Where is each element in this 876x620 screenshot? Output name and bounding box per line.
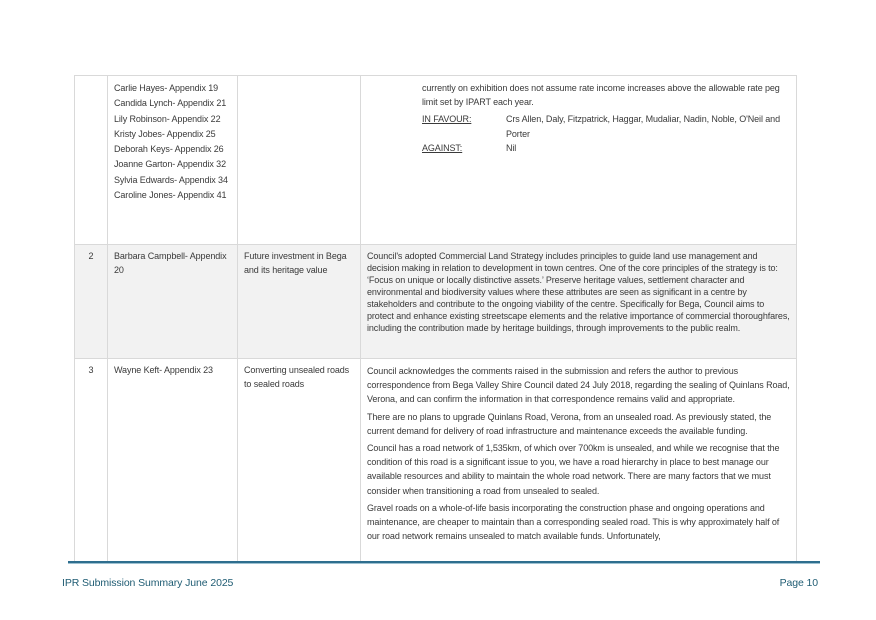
submitter-name: Sylvia Edwards- Appendix 34 (114, 174, 228, 185)
submitter-name: Wayne Keft- Appendix 23 (114, 365, 213, 375)
row3-topic-cell: Converting unsealed roads to sealed roads (238, 359, 361, 562)
vote-value-in-favour: Crs Allen, Daly, Fitzpatrick, Haggar, Mudaliar, Nadin, Noble, O'Neil and Porter (506, 114, 780, 139)
vote-row-in-favour (422, 112, 790, 140)
row2-topic-cell: Future investment in Bega and its heritage value (238, 245, 361, 359)
submitter-name: Caroline Jones- Appendix 41 (114, 190, 227, 201)
footer-page-number: Page 10 (779, 577, 818, 589)
row1-response-cell (361, 76, 797, 245)
submitter-name: Carlie Hayes- Appendix 19 (114, 83, 219, 93)
submitter-name: Joanne Garton- Appendix 32 (114, 159, 226, 170)
page-break-rule (68, 561, 820, 564)
row1-topic-cell (238, 76, 361, 245)
vote-label-in-favour: IN FAVOUR: (422, 114, 472, 125)
row2-number-cell: 2 (75, 245, 108, 359)
response-paragraph: Council's adopted Commercial Land Strategy includes principles to guide land use management and decision making in relation to development in town centres. One of the core principles of the strategy is to: ‘Focus on unique or locally distinctive assets.’ Preserve heritage values, settlement character and environmental and biodiversity values where these attributes are seen as significant in a centre by stakeholders and contribute to the ongoing viability of the centre. Specifically for Bega, Council aims to protect and enhance existing streetscape elements and the relative importance of commercial thoroughfares, including the contribution made by heritage buildings, through improvements to the public realm. (367, 251, 790, 333)
response-paragraph: Council acknowledges the comments raised in the submission and refers the author to previous correspondence from Bega Valley Shire Council dated 24 July 2018, regarding the sealing of Quinlans Road, Verona, and can confirm the information in that correspondence remains valid and appropriate. (367, 366, 790, 405)
vote-row-against (422, 141, 790, 155)
response-paragraph: Gravel roads on a whole-of-life basis incorporating the construction phase and ongoing operations and maintenance, are cheaper to maintain than a corresponding sealed road. This is why approximately half of our road network remains unsealed to match available funds. Unfortunately, (367, 502, 780, 542)
submissions-table (74, 75, 797, 562)
vote-label-against: AGAINST: (422, 142, 463, 153)
footer-doc-title: IPR Submission Summary June 2025 (62, 577, 234, 589)
response-paragraph: Council has a road network of 1,535km, of which over 700km is unsealed, and while we recognise that the condition of this road is a significant issue to you, we have a road hierarchy in place to best manage our available resources and ability to maintain the whole road network. There are many factors that we must consider when transitioning a road from unsealed to sealed. (367, 443, 780, 496)
row1-submitter-cell (108, 76, 238, 245)
response-paragraph: There are no plans to upgrade Quinlans Road, Verona, from an unsealed road. As previously stated, the current demand for delivery of road infrastructure and maintenance exceeds the available funding. (367, 411, 772, 436)
row1-number-cell (75, 76, 108, 245)
page-footer (62, 577, 818, 589)
submitter-name: Kristy Jobes- Appendix 25 (114, 128, 216, 139)
row3-number-cell: 3 (75, 359, 108, 562)
response-continued-text: currently on exhibition does not assume rate income increases above the allowable rate peg limit set by IPART each year. (422, 83, 780, 108)
submitter-name: Deborah Keys- Appendix 26 (114, 144, 224, 155)
row3-submitter-cell (108, 359, 238, 562)
submitter-name: Lily Robinson- Appendix 22 (114, 113, 221, 124)
submitter-name: Candida Lynch- Appendix 21 (114, 98, 227, 109)
row2-submitter-cell (108, 245, 238, 359)
submitter-name: Barbara Campbell- Appendix 20 (114, 251, 227, 275)
vote-value-against: Nil (506, 142, 517, 153)
row3-response-cell (361, 359, 797, 562)
row2-response-cell (361, 245, 797, 359)
